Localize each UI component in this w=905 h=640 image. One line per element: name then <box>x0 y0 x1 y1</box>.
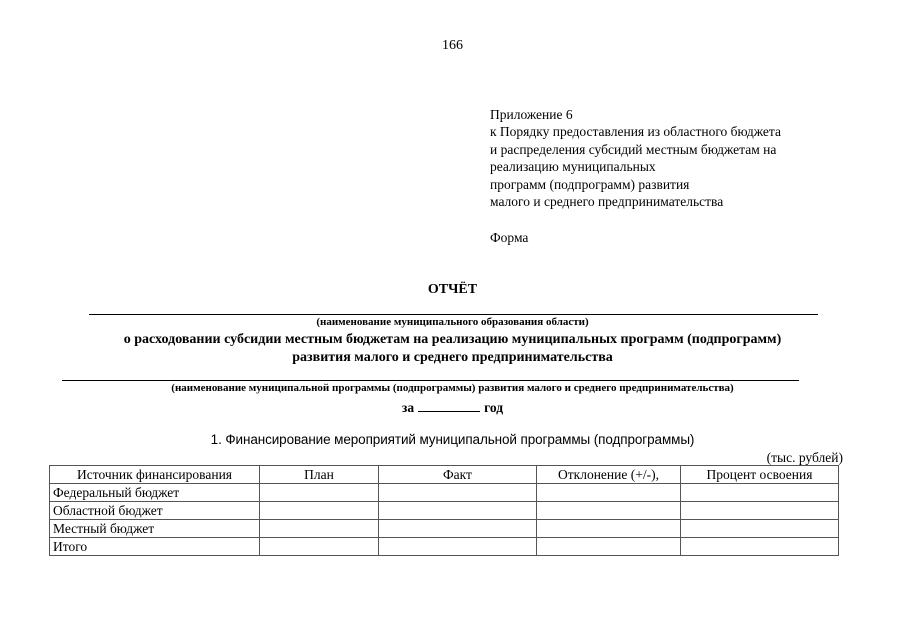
form-label: Форма <box>490 230 529 245</box>
municipality-blank-line[interactable] <box>89 314 818 315</box>
appendix-line: к Порядку предоставления из областного бюджета <box>490 124 781 140</box>
table-cell[interactable] <box>681 502 839 520</box>
row-source-label: Федеральный бюджет <box>50 484 260 502</box>
program-blank-line[interactable] <box>62 380 799 381</box>
row-source-label: Областной бюджет <box>50 502 260 520</box>
year-suffix: год <box>484 400 504 415</box>
appendix-header <box>490 106 781 210</box>
table-cell[interactable] <box>681 520 839 538</box>
row-source-label: Местный бюджет <box>50 520 260 538</box>
program-caption: (наименование муниципальной программы (подпрограммы) развития малого и среднего предпринимательства) <box>171 382 734 394</box>
page-number: 166 <box>442 38 463 53</box>
table-cell[interactable] <box>379 502 537 520</box>
row-source-label: Итого <box>50 538 260 556</box>
table-cell[interactable] <box>379 484 537 502</box>
municipality-caption: (наименование муниципального образования области) <box>316 316 589 328</box>
section-title: 1. Финансирование мероприятий муниципальной программы (подпрограммы) <box>210 432 695 447</box>
appendix-line: Приложение 6 <box>490 107 573 122</box>
table-row <box>50 538 839 556</box>
financing-table <box>49 465 839 556</box>
header-plan: План <box>260 466 379 484</box>
year-blank-field[interactable] <box>418 399 480 412</box>
table-cell[interactable] <box>681 484 839 502</box>
appendix-line: малого и среднего предпринимательства <box>490 194 724 210</box>
table-cell[interactable] <box>260 484 379 502</box>
table-cell[interactable] <box>537 502 681 520</box>
appendix-line: реализацию муниципальных <box>490 159 656 175</box>
table-cell[interactable] <box>379 538 537 556</box>
table-cell[interactable] <box>681 538 839 556</box>
header-deviation: Отклонение (+/-), <box>537 466 681 484</box>
table-cell[interactable] <box>260 520 379 538</box>
table-cell[interactable] <box>260 538 379 556</box>
year-prefix: за <box>401 400 415 415</box>
appendix-line: и распределения субсидий местным бюджетам на <box>490 141 777 157</box>
report-year-line <box>0 399 905 416</box>
appendix-line: программ (подпрограмм) развития <box>490 176 690 192</box>
table-cell[interactable] <box>537 484 681 502</box>
table-row <box>50 502 839 520</box>
table-cell[interactable] <box>537 520 681 538</box>
table-row <box>50 484 839 502</box>
units-label: (тыс. рублей) <box>766 450 843 465</box>
header-source: Источник финансирования <box>50 466 260 484</box>
report-title: ОТЧЁТ <box>427 282 478 297</box>
table-header-row <box>50 466 839 484</box>
table-cell[interactable] <box>537 538 681 556</box>
header-fact: Факт <box>379 466 537 484</box>
report-subtitle <box>0 331 905 367</box>
header-percent: Процент освоения <box>681 466 839 484</box>
subtitle-line: о расходовании субсидии местным бюджетам на реализацию муниципальных программ (подпрограмм) <box>123 332 782 347</box>
table-row <box>50 520 839 538</box>
table-cell[interactable] <box>379 520 537 538</box>
table-cell[interactable] <box>260 502 379 520</box>
subtitle-line: развития малого и среднего предпринимательства <box>292 350 613 365</box>
